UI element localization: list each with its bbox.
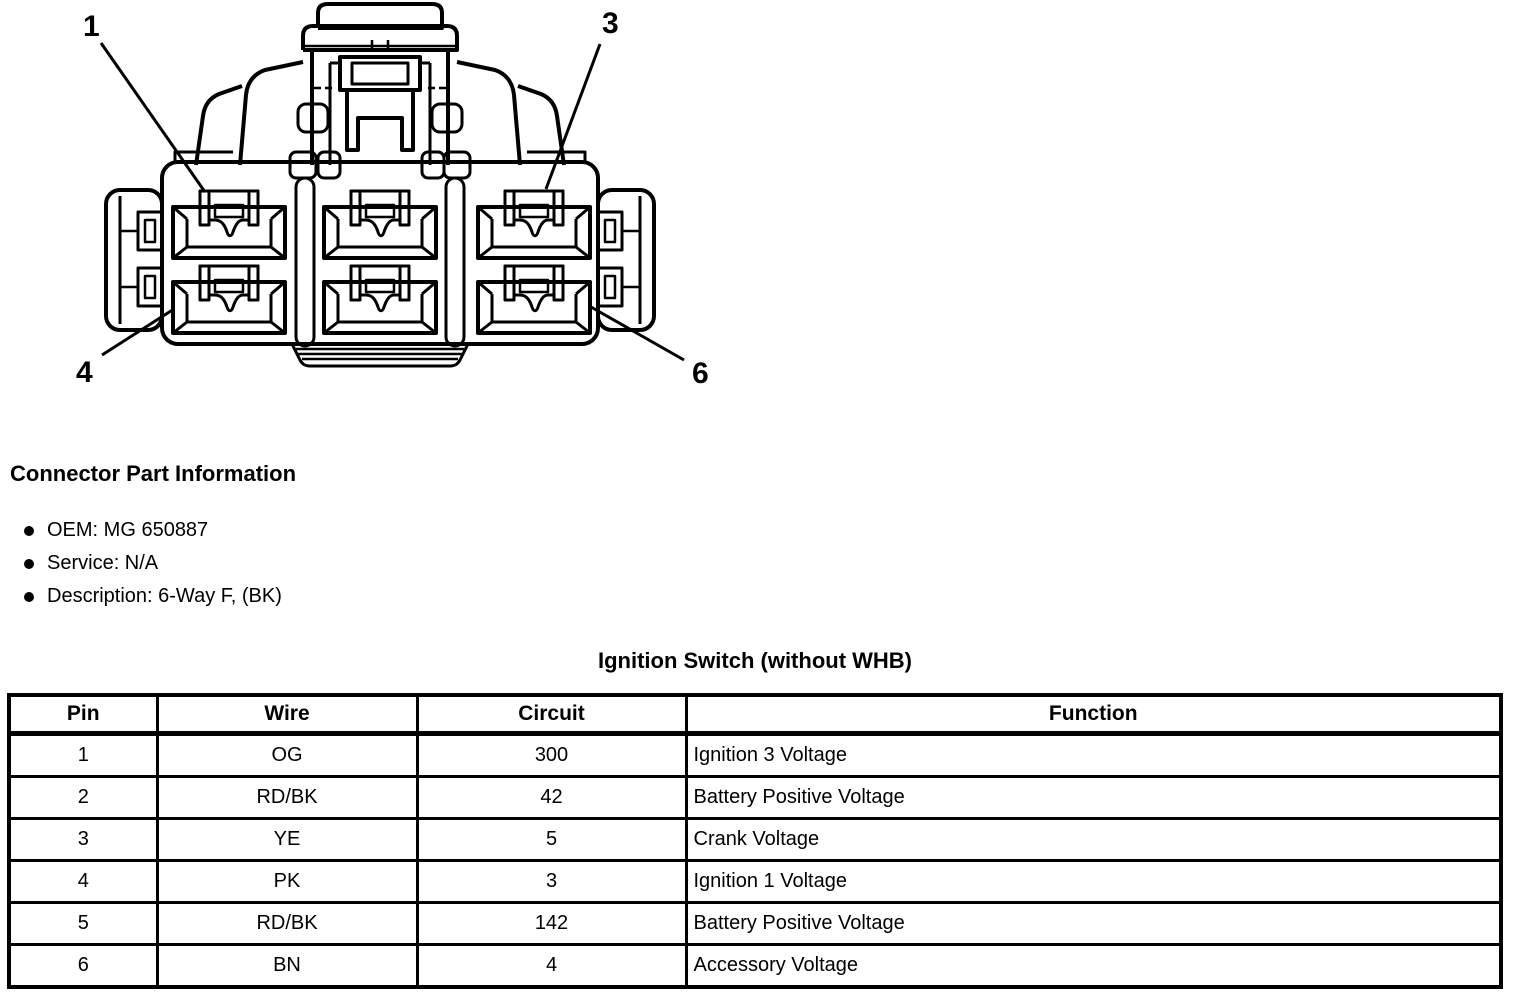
pinout-table — [7, 693, 1503, 989]
connector-part-info-heading: Connector Part Information — [10, 461, 297, 486]
connector-diagram — [0, 0, 760, 400]
table-row — [9, 819, 1501, 861]
cavity-pin-4 — [173, 266, 285, 333]
cell-circuit: 5 — [417, 819, 686, 861]
connector-bottom-rib — [292, 344, 468, 366]
cell-function: Battery Positive Voltage — [686, 903, 1501, 945]
col-header-circuit: Circuit — [417, 695, 686, 734]
pin-callout-1: 1 — [83, 10, 100, 43]
center-slot-left — [296, 178, 314, 346]
cell-circuit: 142 — [417, 903, 686, 945]
cell-pin: 3 — [9, 819, 157, 861]
cavity-pin-6 — [478, 266, 590, 333]
cell-circuit: 4 — [417, 945, 686, 988]
cell-pin: 4 — [9, 861, 157, 903]
pin-callout-6: 6 — [692, 357, 709, 390]
table-row — [9, 777, 1501, 819]
cell-function: Accessory Voltage — [686, 945, 1501, 988]
list-item — [24, 580, 282, 613]
cell-pin: 2 — [9, 777, 157, 819]
cell-circuit: 300 — [417, 734, 686, 777]
list-item — [24, 547, 282, 580]
cavity-pin-1 — [173, 191, 285, 258]
cell-function: Crank Voltage — [686, 819, 1501, 861]
pin-callout-6-leader — [591, 307, 684, 360]
oem-info: OEM: MG 650887 — [47, 519, 209, 541]
connector-latch-tower — [175, 4, 585, 178]
col-header-wire: Wire — [157, 695, 417, 734]
table-row — [9, 734, 1501, 777]
pin-callout-4: 4 — [76, 356, 93, 389]
table-title: Ignition Switch (without WHB) — [597, 648, 913, 673]
connector-info-list — [24, 514, 282, 613]
table-row — [9, 903, 1501, 945]
cell-circuit: 42 — [417, 777, 686, 819]
cavity-pin-2 — [324, 191, 436, 258]
col-header-function: Function — [686, 695, 1501, 734]
cell-wire: YE — [157, 819, 417, 861]
bullet-icon — [24, 526, 34, 536]
table-row — [9, 945, 1501, 988]
cell-pin: 6 — [9, 945, 157, 988]
table-header-row — [9, 695, 1501, 734]
cell-function: Battery Positive Voltage — [686, 777, 1501, 819]
bullet-icon — [24, 592, 34, 602]
cavity-pin-3 — [478, 191, 590, 258]
list-item — [24, 514, 282, 547]
cell-wire: OG — [157, 734, 417, 777]
description-info: Description: 6-Way F, (BK) — [47, 585, 282, 607]
cell-function: Ignition 3 Voltage — [686, 734, 1501, 777]
cell-function: Ignition 1 Voltage — [686, 861, 1501, 903]
cell-wire: RD/BK — [157, 903, 417, 945]
cell-circuit: 3 — [417, 861, 686, 903]
pin-callout-3: 3 — [602, 7, 619, 40]
cell-wire: RD/BK — [157, 777, 417, 819]
cell-wire: PK — [157, 861, 417, 903]
col-header-pin: Pin — [9, 695, 157, 734]
connector-right-ear — [598, 190, 654, 330]
cavity-pin-5 — [324, 266, 436, 333]
center-slot-right — [446, 178, 464, 346]
table-row — [9, 861, 1501, 903]
cell-pin: 1 — [9, 734, 157, 777]
service-info: Service: N/A — [47, 552, 159, 574]
bullet-icon — [24, 559, 34, 569]
connector-body — [162, 162, 598, 344]
cell-wire: BN — [157, 945, 417, 988]
connector-left-ear — [106, 190, 162, 330]
cell-pin: 5 — [9, 903, 157, 945]
pin-callout-1-leader — [101, 43, 205, 192]
